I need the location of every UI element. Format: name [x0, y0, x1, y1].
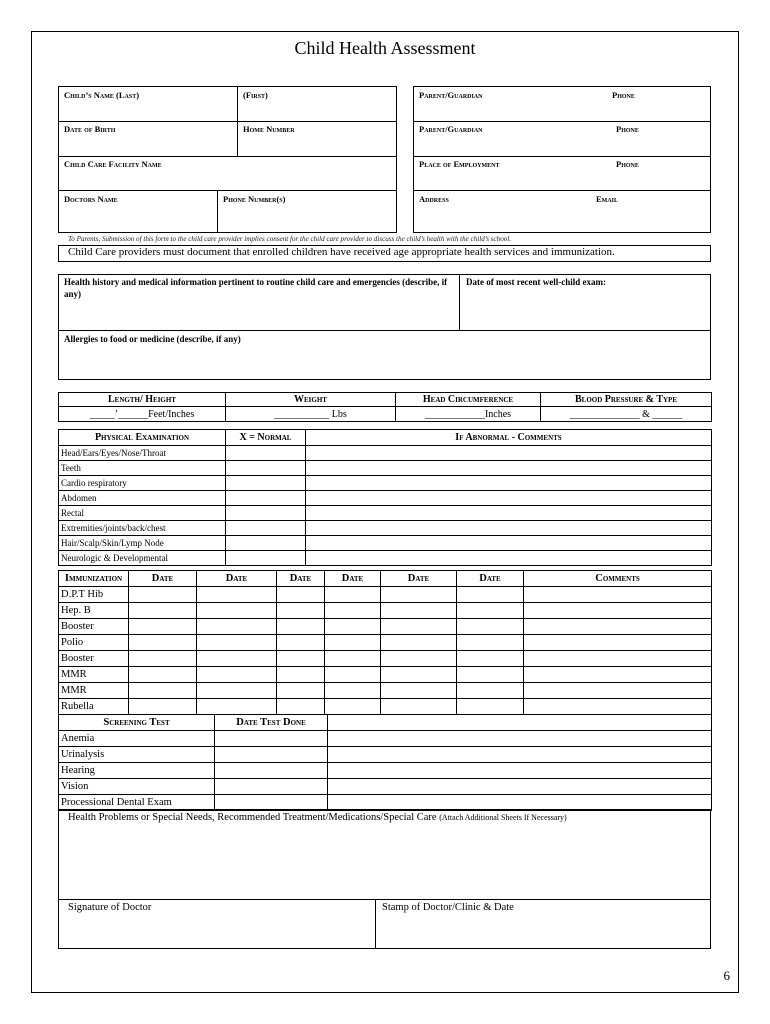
date-cell[interactable] [381, 587, 457, 603]
exam-row: Neurologic & Developmental [59, 551, 226, 566]
comment-cell[interactable] [306, 491, 712, 506]
screening-row: Processional Dental Exam [59, 795, 215, 811]
comment-cell[interactable] [524, 587, 712, 603]
weight-value[interactable]: ___________ Lbs [226, 407, 396, 422]
date-header: Date [325, 571, 381, 587]
date-cell[interactable] [277, 667, 325, 683]
exam-row: Abdomen [59, 491, 226, 506]
result-cell[interactable] [328, 731, 712, 747]
head-circ-header: Head Circumference [396, 393, 541, 407]
date-cell[interactable] [381, 699, 457, 715]
form-page [31, 31, 739, 993]
date-cell[interactable] [457, 683, 524, 699]
screening-row: Vision [59, 779, 215, 795]
normal-cell[interactable] [226, 491, 306, 506]
exam-row: Head/Ears/Eyes/Nose/Throat [59, 446, 226, 461]
date-cell[interactable] [381, 635, 457, 651]
date-cell[interactable] [457, 587, 524, 603]
date-cell[interactable] [325, 635, 381, 651]
comments-header: Comments [524, 571, 712, 587]
date-cell[interactable] [129, 699, 197, 715]
date-cell[interactable] [277, 635, 325, 651]
normal-cell[interactable] [226, 521, 306, 536]
health-problems-line [68, 812, 567, 823]
immunization-row: Booster [59, 651, 129, 667]
date-cell[interactable] [215, 747, 328, 763]
date-cell[interactable] [129, 619, 197, 635]
guardian2-field[interactable]: Parent/Guardian [419, 124, 483, 134]
abnormal-header: If Abnormal - Comments [306, 430, 712, 446]
exam-row: Extremities/joints/back/chest [59, 521, 226, 536]
immunization-table [58, 570, 712, 715]
date-cell[interactable] [277, 683, 325, 699]
immunization-row: Booster [59, 619, 129, 635]
doctors-name-field[interactable]: Doctors Name [64, 194, 118, 204]
screening-row: Urinalysis [59, 747, 215, 763]
date-cell[interactable] [457, 667, 524, 683]
guardian1-field[interactable]: Parent/Guardian [419, 90, 483, 100]
screening-row: Hearing [59, 763, 215, 779]
date-cell[interactable] [325, 699, 381, 715]
date-cell[interactable] [197, 651, 277, 667]
comment-cell[interactable] [524, 699, 712, 715]
home-number-field[interactable]: Home Number [243, 124, 295, 134]
result-cell[interactable] [328, 747, 712, 763]
bp-header: Blood Pressure & Type [541, 393, 712, 407]
head-circ-value[interactable]: ____________Inches [396, 407, 541, 422]
date-cell[interactable] [277, 619, 325, 635]
normal-cell[interactable] [226, 476, 306, 491]
date-cell[interactable] [129, 683, 197, 699]
screening-header: Screening Test [59, 715, 215, 731]
date-cell[interactable] [381, 667, 457, 683]
screening-row: Anemia [59, 731, 215, 747]
provider-note: Child Care providers must document that enrolled children have received age appropriate health services and immunization. [68, 246, 615, 258]
date-cell[interactable] [457, 651, 524, 667]
immunization-row: MMR [59, 667, 129, 683]
date-cell[interactable] [381, 603, 457, 619]
bp-value[interactable]: ______________ & ______ [541, 407, 712, 422]
date-cell[interactable] [215, 779, 328, 795]
comment-cell[interactable] [306, 551, 712, 566]
email-field[interactable]: Email [596, 194, 619, 204]
employment-field[interactable]: Place of Employment [419, 159, 500, 169]
date-done-header: Date Test Done [215, 715, 328, 731]
comment-cell[interactable] [524, 619, 712, 635]
date-cell[interactable] [197, 699, 277, 715]
date-header: Date [197, 571, 277, 587]
screening-table [58, 714, 712, 811]
immunization-row: D.P.T Hib [59, 587, 129, 603]
normal-cell[interactable] [226, 461, 306, 476]
immunization-row: MMR [59, 683, 129, 699]
date-cell[interactable] [129, 635, 197, 651]
date-cell[interactable] [457, 635, 524, 651]
exam-row: Rectal [59, 506, 226, 521]
immunization-row: Hep. B [59, 603, 129, 619]
child-first-name-field[interactable]: (First) [243, 90, 268, 100]
normal-cell[interactable] [226, 446, 306, 461]
signature-field[interactable]: Signature of Doctor [68, 902, 152, 913]
facility-field[interactable]: Child Care Facility Name [64, 159, 162, 169]
comment-cell[interactable] [306, 506, 712, 521]
comment-cell[interactable] [524, 667, 712, 683]
phone3-field[interactable]: Phone [616, 159, 639, 169]
date-cell[interactable] [197, 619, 277, 635]
exam-row: Teeth [59, 461, 226, 476]
child-last-name-field[interactable]: Child’s Name (Last) [64, 90, 140, 100]
blank-header [328, 715, 712, 731]
date-cell[interactable] [325, 587, 381, 603]
comment-cell[interactable] [524, 651, 712, 667]
phone-numbers-field[interactable]: Phone Number(s) [223, 194, 286, 204]
allergies-field[interactable]: Allergies to food or medicine (describe, if any) [64, 334, 241, 344]
comment-cell[interactable] [306, 461, 712, 476]
comment-cell[interactable] [306, 446, 712, 461]
address-field[interactable]: Address [419, 194, 449, 204]
date-header: Date [457, 571, 524, 587]
normal-cell[interactable] [226, 536, 306, 551]
normal-cell[interactable] [226, 551, 306, 566]
comment-cell[interactable] [306, 521, 712, 536]
date-cell[interactable] [277, 651, 325, 667]
result-cell[interactable] [328, 779, 712, 795]
date-header: Date [381, 571, 457, 587]
length-value[interactable]: _____’______Feet/Inches [59, 407, 226, 422]
date-cell[interactable] [381, 651, 457, 667]
date-cell[interactable] [277, 603, 325, 619]
date-cell[interactable] [215, 763, 328, 779]
normal-header: X = Normal [226, 430, 306, 446]
exam-row: Cardio respiratory [59, 476, 226, 491]
date-cell[interactable] [381, 619, 457, 635]
date-cell[interactable] [129, 603, 197, 619]
comment-cell[interactable] [524, 635, 712, 651]
date-cell[interactable] [129, 651, 197, 667]
comment-cell[interactable] [524, 603, 712, 619]
stamp-field[interactable]: Stamp of Doctor/Clinic & Date [382, 902, 514, 913]
date-cell[interactable] [277, 699, 325, 715]
date-cell[interactable] [197, 667, 277, 683]
health-problems-label: Health Problems or Special Needs, Recommended Treatment/Medications/Special Care [68, 812, 437, 823]
date-cell[interactable] [215, 731, 328, 747]
weight-header: Weight [226, 393, 396, 407]
date-cell[interactable] [325, 603, 381, 619]
form-title: Child Health Assessment [294, 38, 476, 58]
date-cell[interactable] [325, 651, 381, 667]
consent-note: To Parents, Submission of this form to the child care provider implies consent for the child care provider to discuss the child’s health with the child’s school. [68, 235, 512, 243]
date-cell[interactable] [457, 699, 524, 715]
immunization-row: Polio [59, 635, 129, 651]
physical-exam-table [58, 429, 712, 566]
health-problems-box[interactable] [58, 809, 711, 949]
date-header: Date [277, 571, 325, 587]
date-cell[interactable] [325, 667, 381, 683]
health-history-field[interactable]: Health history and medical information pertinent to routine child care and emergencies (describe, if any) [64, 277, 448, 299]
date-header: Date [129, 571, 197, 587]
phone1-field[interactable]: Phone [612, 90, 635, 100]
well-child-field[interactable]: Date of most recent well-child exam: [466, 277, 607, 287]
comment-cell[interactable] [306, 536, 712, 551]
date-cell[interactable] [197, 587, 277, 603]
date-cell[interactable] [381, 683, 457, 699]
date-cell[interactable] [457, 603, 524, 619]
measurements-table [58, 392, 712, 422]
phone2-field[interactable]: Phone [616, 124, 639, 134]
date-cell[interactable] [129, 587, 197, 603]
comment-cell[interactable] [306, 476, 712, 491]
immunization-header: Immunization [59, 571, 129, 587]
date-cell[interactable] [277, 587, 325, 603]
exam-row: Hair/Scalp/Skin/Lymp Node [59, 536, 226, 551]
date-cell[interactable] [325, 619, 381, 635]
date-cell[interactable] [197, 635, 277, 651]
page-number: 6 [723, 968, 730, 983]
dob-field[interactable]: Date of Birth [64, 124, 116, 134]
comment-cell[interactable] [524, 683, 712, 699]
date-cell[interactable] [129, 667, 197, 683]
length-header: Length/ Height [59, 393, 226, 407]
physical-header: Physical Examination [59, 430, 226, 446]
immunization-row: Rubella [59, 699, 129, 715]
health-problems-note: (Attach Additional Sheets If Necessary) [439, 813, 567, 822]
date-cell[interactable] [325, 683, 381, 699]
date-cell[interactable] [197, 603, 277, 619]
date-cell[interactable] [197, 683, 277, 699]
normal-cell[interactable] [226, 506, 306, 521]
date-cell[interactable] [457, 619, 524, 635]
result-cell[interactable] [328, 763, 712, 779]
